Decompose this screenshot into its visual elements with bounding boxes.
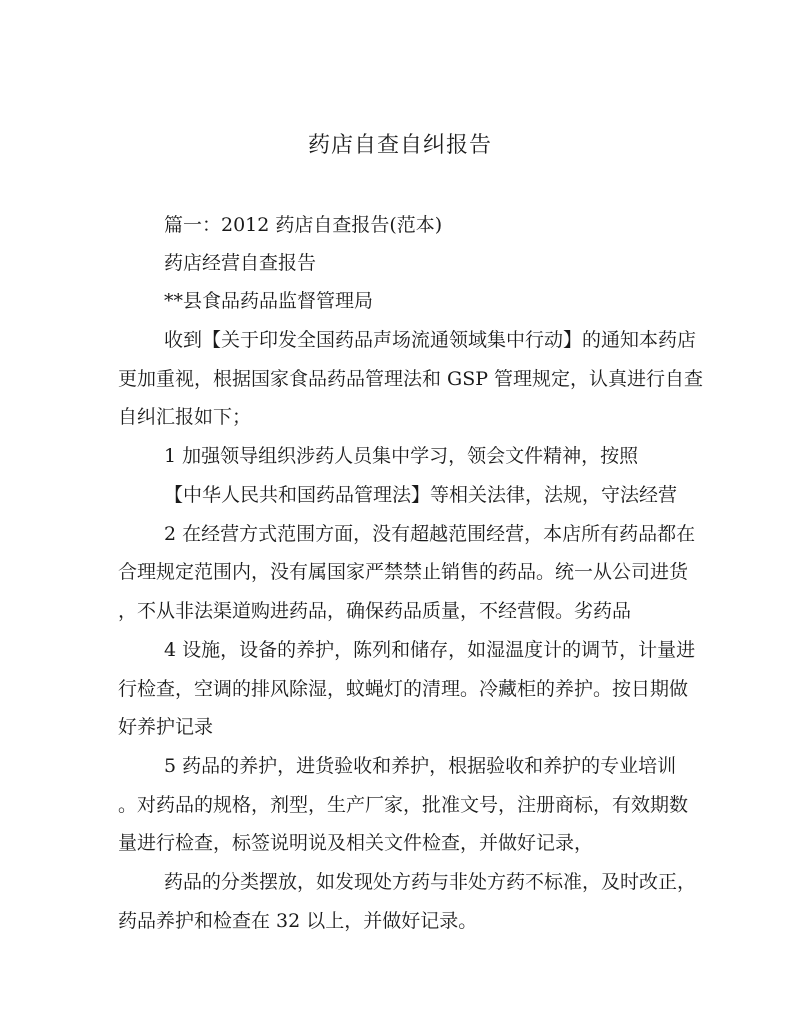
body-line: 1 加强领导组织涉药人员集中学习，领会文件精神，按照 [164, 445, 639, 467]
body-line: 自纠汇报如下； [118, 406, 252, 428]
body-line: 合理规定范围内，没有属国家严禁禁止销售的药品。统一从公司进货 [118, 561, 689, 583]
body-line: 收到【关于印发全国药品声场流通领域集中行动】的通知本药店 [164, 329, 697, 351]
body-line: 4 设施，设备的养护，陈列和储存，如湿温度计的调节，计量进 [164, 639, 696, 661]
body-line: 量进行检查，标签说明说及相关文件检查，并做好记录， [118, 832, 594, 854]
body-line: 。对药品的规格，剂型，生产厂家，批准文号，注册商标，有效期数 [118, 794, 689, 816]
body-line: 【中华人民共和国药品管理法】等相关法律，法规，守法经营 [164, 484, 678, 506]
body-line: 好养护记录 [118, 716, 214, 738]
body-line: 5 药品的养护，进货验收和养护，根据验收和养护的专业培训 [164, 755, 677, 777]
report-subtitle: 药店经营自查报告 [164, 252, 317, 274]
body-line: 2 在经营方式范围方面，没有超越范围经营，本店所有药品都在 [164, 523, 696, 545]
addressee: **县食品药品监督管理局 [164, 290, 374, 312]
body-line: ，不从非法渠道购进药品，确保药品质量，不经营假。劣药品 [118, 600, 632, 622]
body-line: 行检查，空调的排风除湿，蚊蝇灯的清理。冷藏柜的养护。按日期做 [118, 678, 689, 700]
document-title: 药店自查自纠报告 [307, 133, 492, 158]
section-heading: 篇一：2012 药店自查报告(范本) [164, 214, 443, 236]
body-line: 更加重视，根据国家食品药品管理法和 GSP 管理规定，认真进行自查 [118, 368, 704, 390]
body-line: 药品的分类摆放，如发现处方药与非处方药不标准，及时改正， [164, 871, 697, 893]
body-line: 药品养护和检查在 32 以上，并做好记录。 [118, 910, 478, 932]
